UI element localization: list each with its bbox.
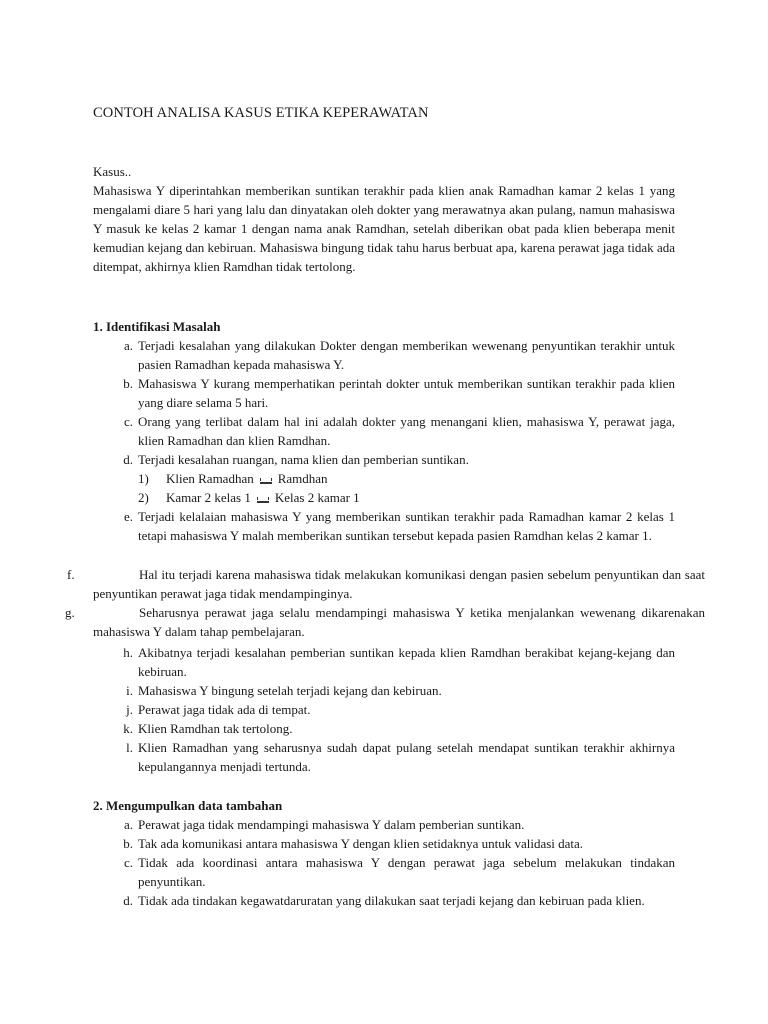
sub-list-marker: 1) [138,471,149,486]
list-marker: k. [123,721,133,736]
list-marker: i. [126,683,133,698]
list-item-text: Mahasiswa Y kurang memperhatikan perintah dokter untuk memberikan suntikan terakhir pada klien yang diare selama 5 hari. [138,376,675,410]
list-marker: e. [123,509,133,524]
sub-item-right: Kelas 2 kamar 1 [274,490,360,505]
list-item-text: Klien Ramadhan yang seharusnya sudah dapat pulang setelah mendapat suntikan terakhir akhirnya kepulangannya menjadi tertunda. [138,740,675,774]
list-marker: b. [123,376,133,391]
list-item [93,681,675,700]
list-item-text: Perawat jaga tidak ada di tempat. [138,702,311,717]
list-item [93,815,675,834]
list-item-text: Perawat jaga tidak mendampingi mahasiswa Y dalam pemberian suntikan. [138,817,525,832]
section-2-heading: 2. Mengumpulkan data tambahan [93,798,283,813]
sub-list-item [93,469,675,488]
list-marker: b. [123,836,133,851]
list-item-text: Mahasiswa Y bingung setelah terjadi kejang dan kebiruan. [138,683,442,698]
document-title: CONTOH ANALISA KASUS ETIKA KEPERAWATAN [93,105,429,121]
list-item [93,719,675,738]
sub-item-left: Kamar 2 kelas 1 [166,490,251,505]
list-item-text: Terjadi kesalahan ruangan, nama klien dan pemberian suntikan. [138,452,469,467]
list-marker: d. [123,452,133,467]
section-identifikasi-masalah-continued [93,643,675,776]
section-1-heading: 1. Identifikasi Masalah [93,319,221,334]
list-marker: j. [126,702,133,717]
list-marker: c. [123,855,133,870]
list-marker: g. [65,605,75,620]
list-marker: c. [123,414,133,429]
list-item [93,412,675,450]
list-item-text: Terjadi kesalahan yang dilakukan Dokter dengan memberikan wewenang penyuntikan terakhir untuk pasien Ramadhan kepada mahasiswa Y. [138,338,675,372]
list-item-outdented [67,565,705,603]
list-item-text: Orang yang terlibat dalam hal ini adalah dokter yang menangani klien, mahasiswa Y, perawat jaga, klien Ramadhan dan klien Ramdhan. [138,414,675,448]
list-marker: d. [123,893,133,908]
list-marker: a. [123,338,133,353]
list-item [93,834,675,853]
list-item [93,738,675,776]
list-item-text: Hal itu terjadi karena mahasiswa tidak melakukan komunikasi dengan pasien sebelum penyuntikan dan saat penyuntikan perawat jaga tidak mendampinginya. [93,567,705,601]
double-arrow-icon [257,494,269,503]
list-item [93,374,675,412]
sub-list-marker: 2) [138,490,149,505]
section-mengumpulkan-data [93,796,675,910]
list-item-text: Tidak ada tindakan kegawatdaruratan yang dilakukan saat terjadi kejang dan kebiruan pada klien. [138,893,645,908]
sub-item-right: Ramdhan [277,471,328,486]
list-item-text: Tidak ada koordinasi antara mahasiswa Y dengan perawat jaga sebelum melakukan tindakan penyuntikan. [138,855,675,889]
list-marker: l. [126,740,133,755]
case-intro [93,162,675,276]
list-item-text: Tak ada komunikasi antara mahasiswa Y dengan klien setidaknya untuk validasi data. [138,836,584,851]
list-item [93,891,675,910]
list-item-text: Akibatnya terjadi kesalahan pemberian suntikan kepada klien Ramdhan berakibat kejang-kejang dan kebiruan. [138,645,675,679]
list-item [93,450,675,469]
double-arrow-icon [260,475,272,484]
list-marker: a. [123,817,133,832]
list-item-text: Klien Ramdhan tak tertolong. [138,721,293,736]
list-item-text: Seharusnya perawat jaga selalu mendampingi mahasiswa Y ketika menjalankan wewenang dikarenakan mahasiswa Y dalam tahap pembelajaran. [93,605,705,639]
sub-list-item [93,488,675,507]
case-label: Kasus.. [93,164,132,179]
list-item [93,336,675,374]
list-marker: f. [67,567,75,582]
list-item-text: Terjadi kelalaian mahasiswa Y yang memberikan suntikan terakhir pada Ramadhan kamar 2 kelas 1 tetapi mahasiswa Y malah memberikan suntikan tersebut kepada pasien Ramdhan kelas 2 kamar 1. [138,509,675,543]
list-item [93,643,675,681]
sub-item-left: Klien Ramadhan [166,471,254,486]
list-item [93,700,675,719]
case-text: Mahasiswa Y diperintahkan memberikan suntikan terakhir pada klien anak Ramadhan kamar 2 kelas 1 yang mengalami diare 5 hari yang lalu dan dinyatakan oleh dokter yang merawatnya akan pulang, namun mahasiswa Y masuk ke kelas 2 kamar 1 dengan nama anak Ramdhan, setelah diberikan obat pada klien beberapa menit kemudian kejang dan kebiruan. Mahasiswa bingung tidak tahu harus berbuat apa, karena perawat jaga tidak ada ditempat, akhirnya klien Ramdhan tidak tertolong. [93,183,675,274]
list-item [93,507,675,545]
list-item-outdented [65,603,705,641]
list-marker: h. [123,645,133,660]
section-identifikasi-masalah [93,317,675,545]
list-item [93,853,675,891]
